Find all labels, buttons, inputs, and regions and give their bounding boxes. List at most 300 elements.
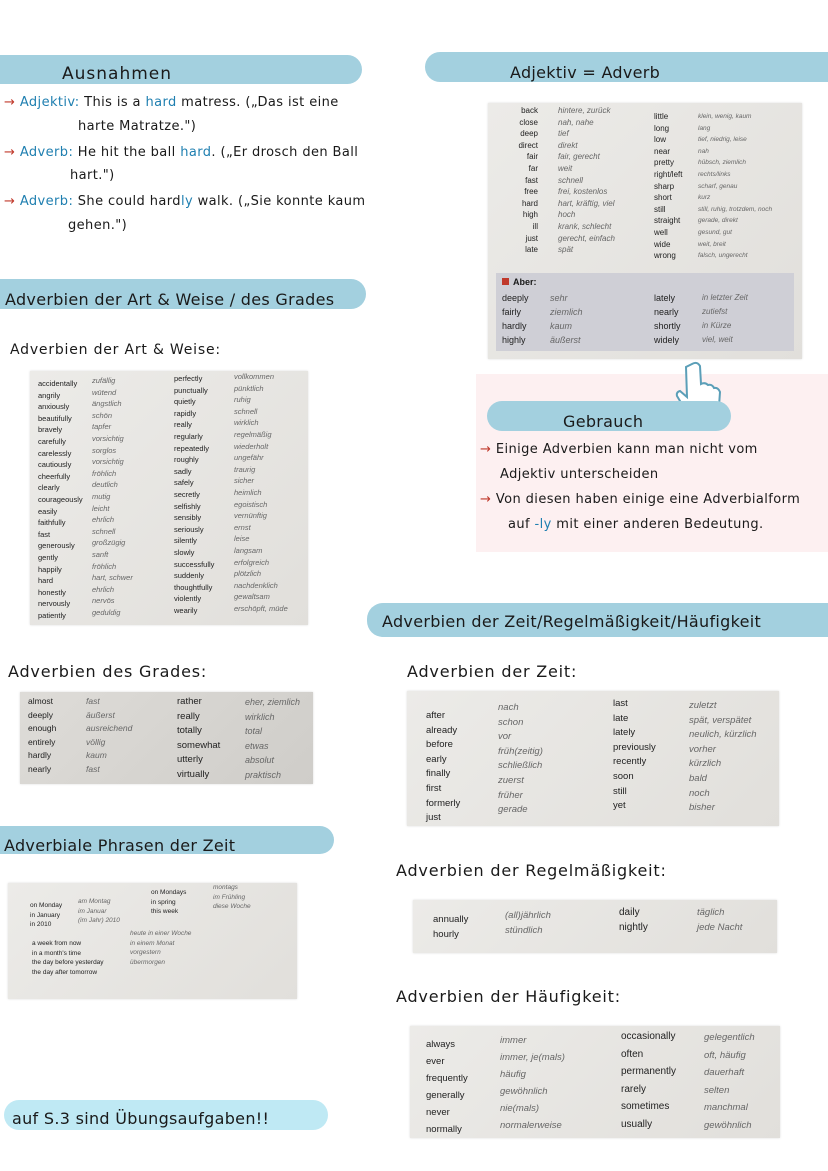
adjadv-col2-de	[698, 111, 772, 262]
list-item: this week	[151, 908, 179, 915]
list-item: pünktlich	[234, 383, 264, 393]
list-item: früh(zeitig)	[498, 745, 543, 757]
list-item: formerly	[426, 797, 461, 809]
list-item: gelegentlich	[704, 1032, 755, 1043]
list-item: direct	[518, 140, 538, 150]
list-item: hard	[521, 198, 538, 208]
list-item: the day after tomorrow	[32, 968, 98, 976]
list-item: sometimes	[621, 1101, 670, 1112]
list-item: soon	[613, 770, 634, 782]
list-item: usually	[621, 1118, 653, 1130]
artweise-subtitle: Adverbien der Art & Weise:	[10, 342, 221, 358]
list-item: wirklich	[234, 418, 259, 428]
list-item: hintere, zurück	[558, 106, 611, 115]
artweise-col2-en	[174, 373, 214, 616]
list-item: rather	[177, 696, 202, 707]
list-item: lately	[654, 293, 676, 303]
list-item: in spring	[151, 898, 176, 906]
list-item: total	[245, 726, 263, 736]
list-item: sorglos	[92, 445, 117, 455]
warning-icon	[502, 278, 509, 285]
list-item: courageously	[38, 494, 83, 504]
zeit-col1-en	[426, 709, 460, 826]
list-item: plötzlich	[234, 569, 262, 579]
list-item: ausreichend	[86, 723, 133, 733]
list-item: ruhig	[234, 395, 251, 405]
list-item: hard	[38, 576, 54, 586]
list-item: annually	[433, 914, 469, 925]
list-item: fast	[38, 529, 51, 539]
list-item: totally	[177, 725, 202, 736]
list-item: daily	[619, 907, 640, 918]
list-item: scharf, genau	[698, 182, 738, 190]
list-item: regelmäßig	[234, 429, 272, 439]
ausnahme-line-3-cont: gehen.")	[68, 218, 128, 233]
list-item: low	[654, 135, 667, 145]
list-item: kurz	[698, 194, 711, 202]
list-item: geduldig	[92, 607, 121, 617]
list-item: oft, häufig	[704, 1049, 746, 1061]
list-item: somewhat	[177, 739, 221, 751]
regel-col1-en	[433, 912, 468, 942]
list-item: rarely	[621, 1083, 647, 1095]
list-item: nearly	[654, 307, 679, 317]
aber1-en	[502, 291, 529, 347]
list-item: nearly	[28, 763, 52, 774]
list-item: suddenly	[174, 571, 205, 581]
list-item: fröhlich	[92, 561, 117, 571]
list-item: leise	[234, 534, 250, 544]
list-item: hart, schwer	[92, 573, 133, 583]
list-item: really	[177, 710, 200, 722]
list-item: bald	[689, 772, 707, 784]
list-item: vernünftig	[234, 511, 267, 521]
list-item: carefully	[38, 436, 66, 446]
phrasen-c-de	[130, 929, 191, 967]
list-item: stündlich	[505, 925, 543, 936]
list-item: in 2010	[30, 921, 52, 928]
list-item: wirklich	[245, 711, 275, 722]
arrow-icon: →	[480, 492, 492, 507]
list-item: gerade, direkt	[698, 217, 738, 225]
list-item: little	[654, 112, 669, 121]
gebrauch-title: Gebrauch	[563, 412, 644, 431]
list-item: thoughtfully	[174, 582, 213, 592]
list-item: deutlich	[92, 480, 118, 490]
list-item: a week from now	[32, 940, 82, 947]
list-item: ängstlich	[92, 399, 122, 409]
ausnahmen-title: Ausnahmen	[62, 64, 173, 84]
list-item: selfishly	[174, 501, 201, 511]
gebrauch-line-1: → Einige Adverbien kann man nicht vom	[480, 442, 758, 457]
list-item: leicht	[92, 503, 110, 513]
artweise-col2-de	[234, 371, 288, 614]
list-item: normally	[426, 1124, 462, 1135]
list-item: nach	[498, 702, 519, 713]
regel-col2-de	[697, 905, 742, 935]
aber2-de	[702, 291, 748, 347]
arrow-icon: →	[4, 95, 16, 110]
list-item: near	[654, 146, 671, 156]
aber-box	[496, 273, 794, 351]
list-item: erfolgreich	[234, 557, 270, 567]
list-item: often	[621, 1048, 644, 1060]
list-item: gesund, gut	[698, 228, 732, 236]
list-item: nie(mals)	[500, 1103, 540, 1114]
phrasen-table-photo	[8, 883, 297, 999]
list-item: hardly	[502, 321, 527, 331]
list-item: vollkommen	[234, 372, 275, 381]
list-item: long	[654, 123, 670, 133]
list-item: in Kürze	[702, 321, 732, 330]
list-item: traurig	[234, 464, 256, 474]
list-item: kürzlich	[689, 758, 722, 770]
list-item: beautifully	[38, 413, 72, 423]
list-item: hoch	[558, 210, 576, 220]
list-item: tief, niedrig, leise	[698, 136, 747, 144]
list-item: safely	[174, 478, 194, 488]
list-item: repeatedly	[174, 443, 210, 453]
list-item: well	[654, 227, 668, 237]
list-item: immer	[500, 1035, 527, 1046]
artweise-col1-en	[38, 378, 83, 621]
adjadv-col1-en	[498, 105, 538, 256]
list-item: spät	[558, 245, 574, 255]
haeuf-col2-de	[704, 1029, 755, 1134]
list-item: before	[426, 739, 453, 751]
phrasen-b-en	[151, 888, 186, 917]
list-item: direkt	[558, 140, 578, 150]
list-item: in letzter Zeit	[702, 293, 748, 302]
list-item: cautiously	[38, 460, 72, 470]
list-item: faithfully	[38, 518, 66, 528]
list-item: fair, gerecht	[558, 152, 600, 162]
list-item: cheerfully	[38, 471, 71, 481]
list-item: am Montag	[78, 898, 111, 905]
grades-col1-en	[28, 695, 56, 776]
zeit-col1-de	[498, 701, 543, 818]
list-item: lately	[613, 727, 636, 739]
list-item: angrily	[38, 390, 61, 400]
list-item: successfully	[174, 559, 215, 569]
list-item: on Mondays	[151, 889, 187, 896]
list-item: gently	[38, 552, 59, 562]
list-item: kaum	[550, 321, 573, 331]
list-item: ehrlich	[92, 515, 115, 525]
grades-col2-en	[177, 695, 220, 782]
list-item: hart, kräftig, viel	[558, 198, 615, 208]
phrasen-title: Adverbiale Phrasen der Zeit	[4, 836, 236, 855]
list-item: sanft	[92, 549, 109, 559]
aber1-de	[550, 291, 583, 347]
list-item: gewöhnlich	[500, 1086, 548, 1097]
list-item: egoistisch	[234, 499, 268, 509]
list-item: sehr	[550, 293, 568, 303]
list-item: recently	[613, 756, 647, 768]
list-item: nah, nahe	[558, 117, 594, 127]
list-item: in January	[30, 911, 60, 919]
list-item: still	[613, 785, 627, 797]
list-item: wrong	[654, 251, 676, 261]
list-item: im Frühling	[213, 893, 246, 901]
list-item: previously	[613, 741, 656, 753]
ausnahme-line-1-cont: harte Matratze.")	[78, 119, 197, 134]
list-item: shortly	[654, 321, 681, 331]
list-item: pretty	[654, 158, 675, 168]
list-item: fast	[86, 763, 100, 774]
list-item: utterly	[177, 754, 203, 765]
list-item: frei, kostenlos	[558, 187, 608, 197]
list-item: immer, je(mals)	[500, 1052, 565, 1063]
haeuf-subtitle: Adverbien der Häufigkeit:	[396, 987, 621, 1006]
list-item: finally	[426, 768, 451, 780]
list-item: nightly	[619, 922, 648, 933]
list-item: heimlich	[234, 487, 262, 497]
list-item: nervös	[92, 596, 115, 606]
list-item: anxiously	[38, 402, 70, 412]
list-item: punctually	[174, 385, 208, 395]
list-item: deeply	[502, 293, 529, 303]
list-item: etwas	[245, 740, 269, 751]
list-item: dauerhaft	[704, 1067, 745, 1078]
list-item: back	[521, 106, 538, 115]
list-item: roughly	[174, 455, 199, 465]
list-item: praktisch	[245, 769, 282, 780]
list-item: nervously	[38, 599, 71, 609]
list-item: high	[522, 210, 538, 220]
list-item: late	[525, 245, 538, 255]
list-item: gerecht, einfach	[558, 233, 615, 243]
list-item: bisher	[689, 802, 715, 814]
list-item: erschöpft, müde	[234, 603, 288, 613]
list-item: jede Nacht	[697, 922, 743, 933]
list-item: tapfer	[92, 422, 112, 432]
zeit-table-photo	[407, 691, 779, 826]
list-item: late	[613, 712, 629, 724]
list-item: fast	[86, 696, 100, 706]
list-item: schnell	[92, 526, 116, 536]
list-item: kaum	[86, 750, 107, 760]
list-item: still, ruhig, trotzdem, noch	[698, 205, 773, 213]
list-item: the day before yesterday	[32, 959, 104, 966]
adjadv-col2-en	[654, 111, 682, 262]
ausnahmen-banner	[0, 55, 362, 84]
zeit-subtitle: Adverbien der Zeit:	[407, 662, 578, 681]
list-item: zufällig	[92, 376, 116, 385]
list-item: krank, schlecht	[558, 221, 612, 231]
list-item: heute in einer Woche	[130, 930, 192, 937]
list-item: patiently	[38, 610, 66, 620]
list-item: never	[426, 1107, 450, 1118]
list-item: generally	[426, 1090, 465, 1101]
haeuf-table-photo	[410, 1026, 780, 1138]
list-item: schon	[498, 716, 524, 728]
list-item: vorher	[689, 743, 716, 755]
haeuf-col1-de	[500, 1032, 565, 1134]
list-item: sadly	[174, 466, 192, 476]
list-item: weit, breit	[698, 240, 726, 248]
list-item: enough	[28, 723, 57, 733]
arrow-icon: →	[4, 145, 16, 160]
list-item: straight	[654, 216, 681, 226]
gebrauch-line-4: auf -ly mit einer anderen Bedeutung.	[508, 517, 764, 532]
list-item: deep	[520, 129, 538, 139]
list-item: schnell	[234, 406, 258, 416]
list-item: zutiefst	[702, 307, 728, 316]
list-item: zuletzt	[689, 700, 717, 711]
list-item: vorgestern	[130, 949, 161, 956]
list-item: occasionally	[621, 1031, 676, 1042]
list-item: short	[654, 193, 672, 203]
list-item: slowly	[174, 547, 195, 557]
gebrauch-line-3: → Von diesen haben einige eine Adverbialform	[480, 492, 801, 507]
list-item: vorsichtig	[92, 457, 124, 467]
list-item: eher, ziemlich	[245, 697, 301, 707]
list-item: äußerst	[86, 709, 115, 720]
list-item: carelessly	[38, 448, 72, 458]
arrow-icon: →	[4, 194, 16, 209]
list-item: großzügig	[92, 538, 126, 548]
list-item: in einem Monat	[130, 939, 175, 947]
list-item: rechts/links	[698, 170, 731, 178]
list-item: weit	[558, 163, 573, 173]
list-item: (im Jahr) 2010	[78, 917, 120, 924]
list-item: schnell	[558, 175, 583, 185]
list-item: highly	[502, 335, 526, 345]
list-item: last	[613, 698, 628, 709]
list-item: tief	[558, 129, 569, 139]
list-item: violently	[174, 594, 202, 604]
list-item: äußerst	[550, 335, 581, 345]
list-item: just	[426, 812, 441, 824]
artweise-banner-title: Adverbien der Art & Weise / des Grades	[5, 290, 335, 309]
list-item: nah	[698, 147, 709, 155]
list-item: normalerweise	[500, 1120, 562, 1131]
artweise-col1-de	[92, 375, 133, 618]
list-item: wearily	[174, 605, 198, 615]
list-item: close	[519, 117, 538, 127]
list-item: seriously	[174, 524, 204, 534]
list-item: always	[426, 1039, 456, 1050]
zeit-banner-title: Adverbien der Zeit/Regelmäßigkeit/Häufigkeit	[382, 612, 762, 631]
list-item: ehrlich	[92, 584, 115, 594]
regel-table-photo	[413, 900, 777, 953]
list-item: first	[426, 782, 442, 794]
list-item: frequently	[426, 1073, 468, 1084]
regel-col2-en	[619, 905, 648, 935]
list-item: völlig	[86, 736, 106, 747]
list-item: generously	[38, 541, 75, 551]
grades-col2-de	[245, 695, 300, 782]
list-item: spät, verspätet	[689, 714, 752, 726]
list-item: quietly	[174, 397, 196, 407]
list-item: clearly	[38, 483, 60, 493]
phrasen-b-de	[213, 883, 251, 912]
haeuf-col1-en	[426, 1036, 468, 1138]
list-item: deeply	[28, 709, 54, 720]
list-item: ever	[426, 1056, 445, 1067]
aber-label: Aber:	[502, 277, 537, 287]
list-item: entirely	[28, 736, 56, 747]
list-item: diese Woche	[213, 903, 251, 910]
list-item: schließlich	[498, 760, 543, 772]
list-item: almost	[28, 696, 54, 706]
list-item: rapidly	[174, 408, 197, 418]
list-item: sensibly	[174, 513, 202, 523]
adjadv-table-photo	[488, 103, 802, 359]
list-item: übermorgen	[130, 958, 166, 966]
list-item: bravely	[38, 425, 63, 435]
list-item: selten	[704, 1084, 730, 1096]
list-item: wütend	[92, 387, 117, 397]
list-item: widely	[654, 335, 680, 345]
list-item: fröhlich	[92, 468, 117, 478]
list-item: sharp	[654, 181, 675, 191]
list-item: perfectly	[174, 374, 203, 383]
regel-col1-de	[505, 908, 551, 938]
phrasen-a-de	[78, 897, 120, 926]
phrasen-c-en	[32, 939, 104, 977]
list-item: falsch, ungerecht	[698, 252, 748, 260]
list-item: regularly	[174, 431, 203, 441]
list-item: hübsch, ziemlich	[698, 159, 747, 167]
list-item: fairly	[502, 307, 522, 317]
ausnahme-line-2-cont: hart.")	[70, 168, 115, 183]
grades-col1-de	[86, 695, 132, 776]
list-item: after	[426, 710, 446, 721]
regel-subtitle: Adverbien der Regelmäßigkeit:	[396, 861, 667, 880]
ausnahme-line-1: → Adjektiv: This is a hard matress. („Das ist eine	[4, 95, 339, 110]
list-item: gewaltsam	[234, 592, 270, 602]
gebrauch-line-2: Adjektiv unterscheiden	[500, 467, 659, 482]
list-item: vorsichtig	[92, 433, 124, 443]
list-item: (all)jährlich	[505, 910, 551, 921]
list-item: schön	[92, 410, 113, 420]
list-item: just	[525, 233, 538, 243]
grades-table-photo	[20, 692, 313, 784]
list-item: fast	[525, 175, 538, 185]
list-item: langsam	[234, 545, 263, 555]
zeit-col2-en	[613, 697, 656, 814]
list-item: happily	[38, 564, 62, 574]
list-item: virtually	[177, 768, 210, 780]
ausnahme-line-3: → Adverb: She could hardly walk. („Sie konnte kaum	[4, 194, 366, 209]
list-item: nachdenklich	[234, 580, 278, 590]
list-item: gerade	[498, 804, 528, 816]
list-item: in a month's time	[32, 949, 81, 957]
list-item: still	[654, 204, 666, 214]
list-item: früher	[498, 789, 523, 801]
list-item: zuerst	[498, 774, 524, 786]
list-item: wiederholt	[234, 441, 269, 451]
list-item: ziemlich	[550, 307, 583, 317]
list-item: hourly	[433, 929, 459, 940]
adjadv-col1-de	[558, 105, 615, 256]
list-item: lang	[698, 124, 711, 132]
zeit-col2-de	[689, 699, 757, 816]
list-item: already	[426, 724, 458, 736]
list-item: honestly	[38, 587, 66, 597]
list-item: early	[426, 753, 447, 765]
haeuf-col2-en	[621, 1028, 676, 1133]
list-item: viel, weit	[702, 335, 733, 344]
list-item: ill	[532, 221, 538, 231]
list-item: mutig	[92, 491, 111, 501]
list-item: ungefähr	[234, 453, 264, 463]
footer-text: auf S.3 sind Übungsaufgaben!!	[12, 1109, 270, 1128]
list-item: yet	[613, 800, 626, 812]
list-item: ernst	[234, 522, 251, 532]
